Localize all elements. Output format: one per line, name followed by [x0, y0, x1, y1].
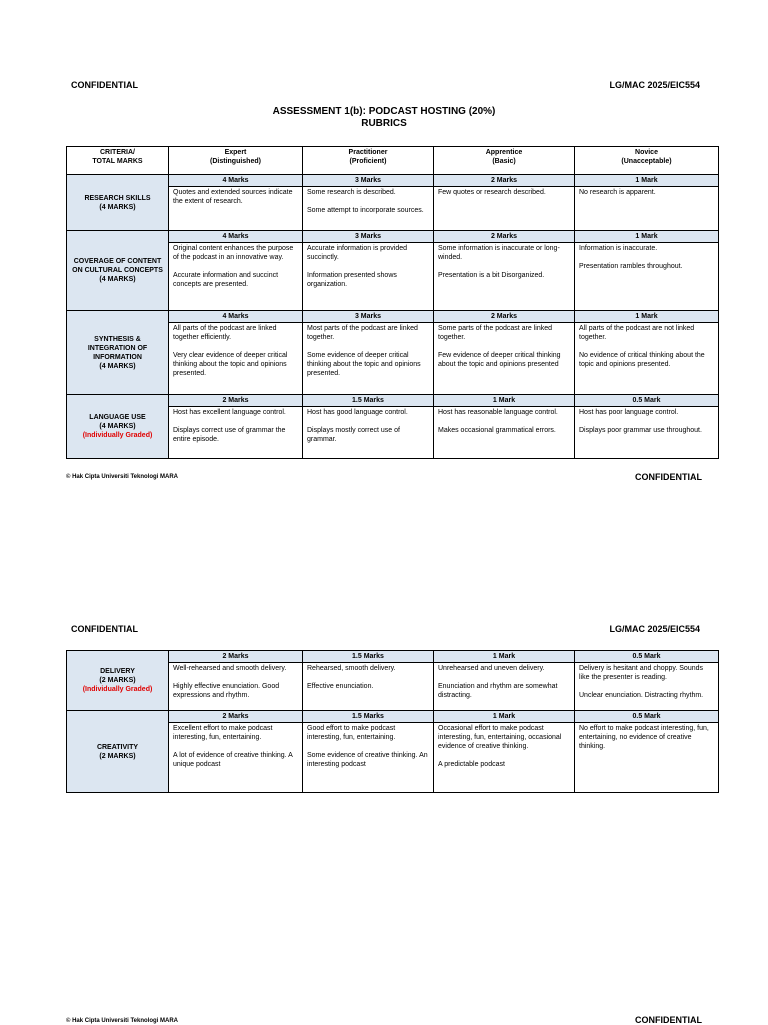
criterion-cell — [67, 311, 169, 395]
descriptor-text: No effort to make podcast interesting, fun, entertaining, no evidence of creative thinking. — [579, 725, 709, 750]
descriptor-cell — [303, 323, 434, 395]
descriptor-cell — [169, 243, 303, 311]
descriptor-cell — [303, 723, 434, 793]
page2-header-left: CONFIDENTIAL — [71, 624, 138, 634]
level-marks-cell: 3 Marks — [303, 311, 434, 323]
level-marks-cell: 1 Mark — [434, 711, 575, 723]
criterion-cell — [67, 231, 169, 311]
document-subtitle: RUBRICS — [361, 118, 407, 129]
descriptor-text: Displays correct use of grammar the entire episode. — [173, 427, 286, 443]
descriptor-text: Host has poor language control. — [579, 409, 679, 416]
level-marks-cell: 3 Marks — [303, 231, 434, 243]
marks-row — [67, 711, 719, 723]
level-marks-cell: 1 Mark — [575, 175, 719, 187]
criterion-cell — [67, 175, 169, 231]
level-marks-cell: 1.5 Marks — [303, 651, 434, 663]
level-marks-cell: 4 Marks — [169, 175, 303, 187]
descriptor-text: Delivery is hesitant and choppy. Sounds like the presenter is reading. — [579, 665, 703, 681]
descriptor-cell — [575, 323, 719, 395]
descriptor-text: Excellent effort to make podcast interesting, fun, entertaining. — [173, 725, 273, 741]
criterion-name: COVERAGE OF CONTENT ON CULTURAL CONCEPTS — [72, 258, 163, 274]
column-header-row — [67, 147, 719, 175]
descriptor-text: Some parts of the podcast are linked together. — [438, 325, 553, 341]
descriptor-text: Original content enhances the purpose of the podcast in an innovative way. — [173, 245, 294, 261]
criterion-total-marks: (2 MARKS) — [99, 677, 136, 684]
level-name: Practitioner — [348, 149, 388, 156]
level-sub: (Distinguished) — [210, 158, 261, 165]
page2-footer-right: CONFIDENTIAL — [635, 1015, 702, 1025]
descriptor-cell — [169, 323, 303, 395]
descriptor-text: All parts of the podcast are not linked together. — [579, 325, 695, 341]
criterion-cell — [67, 651, 169, 711]
level-marks-cell: 1 Mark — [575, 311, 719, 323]
criterion-cell — [67, 711, 169, 793]
descriptor-text: Displays mostly correct use of grammar. — [307, 427, 400, 443]
descriptor-text: Quotes and extended sources indicate the extent of research. — [173, 189, 293, 205]
level-marks-cell: 1.5 Marks — [303, 395, 434, 407]
descriptor-text: Good effort to make podcast interesting, fun, entertaining. — [307, 725, 396, 741]
criteria-header-line1: CRITERIA/ — [100, 149, 135, 156]
level-marks-cell: 2 Marks — [169, 711, 303, 723]
descriptor-cell — [434, 407, 575, 459]
level-name: Expert — [224, 149, 247, 156]
rubric-table-page2 — [66, 650, 719, 793]
descriptor-cell — [434, 723, 575, 793]
descriptor-text: Most parts of the podcast are linked together. — [307, 325, 418, 341]
criterion-total-marks: (4 MARKS) — [99, 423, 136, 430]
individually-graded-note: (Individually Graded) — [82, 686, 153, 693]
descriptor-text: Unrehearsed and uneven delivery. — [438, 665, 545, 672]
descriptor-text: Few quotes or research described. — [438, 189, 546, 196]
descriptor-cell — [434, 323, 575, 395]
marks-row — [67, 231, 719, 243]
descriptor-text: Presentation rambles throughout. — [579, 263, 683, 270]
descriptor-text: A lot of evidence of creative thinking. A unique podcast — [173, 752, 293, 768]
level-marks-cell: 0.5 Mark — [575, 711, 719, 723]
descriptor-text: Presentation is a bit Disorganized. — [438, 272, 545, 279]
descriptor-text: No research is apparent. — [579, 189, 656, 196]
level-header-apprentice — [434, 147, 575, 175]
descriptor-text: Some information is inaccurate or long-winded. — [438, 245, 560, 261]
descriptor-text: No evidence of critical thinking about the topic and opinions presented. — [579, 352, 705, 368]
descriptor-cell — [434, 187, 575, 231]
descriptor-cell — [434, 243, 575, 311]
criterion-total-marks: (4 MARKS) — [99, 203, 136, 211]
descriptor-text: Information presented shows organization. — [307, 272, 397, 288]
descriptor-text: Enunciation and rhythm are somewhat distracting. — [438, 683, 558, 699]
page1-header-left: CONFIDENTIAL — [71, 80, 138, 90]
criterion-cell — [67, 395, 169, 459]
page1-footer-right: CONFIDENTIAL — [635, 472, 702, 482]
descriptor-text: Some evidence of deeper critical thinking about the topic and opinions presented. — [307, 352, 421, 377]
descriptor-text: Makes occasional grammatical errors. — [438, 427, 556, 434]
descriptor-text: Accurate information and succinct concepts are presented. — [173, 272, 279, 288]
descriptor-text: Some research is described. — [307, 189, 396, 196]
level-sub: (Unacceptable) — [621, 158, 672, 165]
descriptor-text: Well-rehearsed and smooth delivery. — [173, 665, 287, 672]
descriptor-text: Host has excellent language control. — [173, 409, 286, 416]
level-marks-cell: 4 Marks — [169, 231, 303, 243]
criterion-name: RESEARCH SKILLS — [84, 194, 151, 202]
level-marks-cell: 2 Marks — [434, 231, 575, 243]
descriptor-cell — [303, 407, 434, 459]
descriptor-cell — [575, 243, 719, 311]
level-header-novice — [575, 147, 719, 175]
criterion-name: SYNTHESIS & INTEGRATION OF INFORMATION — [87, 335, 148, 361]
descriptor-cell — [434, 663, 575, 711]
marks-row — [67, 175, 719, 187]
page1-footer-copyright: © Hak Cipta Universiti Teknologi MARA — [66, 474, 178, 480]
level-sub: (Basic) — [492, 158, 516, 165]
level-marks-cell: 0.5 Mark — [575, 395, 719, 407]
level-marks-cell: 2 Marks — [169, 395, 303, 407]
individually-graded-note: (Individually Graded) — [82, 432, 153, 439]
level-marks-cell: 4 Marks — [169, 311, 303, 323]
descriptor-text: Host has reasonable language control. — [438, 409, 558, 416]
level-name: Apprentice — [485, 149, 523, 156]
descriptor-cell — [169, 407, 303, 459]
level-header-expert — [169, 147, 303, 175]
descriptor-text: All parts of the podcast are linked together efficiently. — [173, 325, 277, 341]
page1-header-right: LG/MAC 2025/EIC554 — [609, 80, 700, 90]
level-marks-cell: 2 Marks — [169, 651, 303, 663]
descriptor-text: Few evidence of deeper critical thinking about the topic and opinions presented — [438, 352, 561, 368]
level-marks-cell: 1 Mark — [434, 651, 575, 663]
descriptor-text: Displays poor grammar use throughout. — [579, 427, 702, 434]
descriptor-text: Occasional effort to make podcast interesting, fun, entertaining, occasional evidence of creative thinking. — [438, 725, 562, 750]
descriptor-cell — [575, 407, 719, 459]
criteria-column-header — [67, 147, 169, 175]
descriptor-cell — [303, 663, 434, 711]
level-name: Novice — [635, 149, 658, 156]
descriptor-cell — [575, 187, 719, 231]
level-marks-cell: 1 Mark — [575, 231, 719, 243]
descriptor-text: Accurate information is provided succinctly. — [307, 245, 407, 261]
descriptor-text: A predictable podcast — [438, 761, 505, 768]
descriptor-cell — [169, 663, 303, 711]
descriptor-cell — [575, 723, 719, 793]
descriptor-cell — [303, 243, 434, 311]
level-marks-cell: 2 Marks — [434, 175, 575, 187]
level-header-practitioner — [303, 147, 434, 175]
marks-row — [67, 311, 719, 323]
criterion-name: CREATIVITY — [96, 743, 139, 751]
document-title: ASSESSMENT 1(b): PODCAST HOSTING (20%) — [272, 106, 496, 117]
descriptor-text: Effective enunciation. — [307, 683, 374, 690]
descriptor-cell — [169, 723, 303, 793]
descriptor-text: Highly effective enunciation. Good expressions and rhythm. — [173, 683, 280, 699]
criteria-header-line2: TOTAL MARKS — [92, 158, 143, 165]
descriptor-text: Very clear evidence of deeper critical thinking about the topic and opinions presented. — [173, 352, 288, 377]
level-marks-cell: 1.5 Marks — [303, 711, 434, 723]
criterion-name: LANGUAGE USE — [89, 414, 146, 421]
level-marks-cell: 1 Mark — [434, 395, 575, 407]
descriptor-cell — [575, 663, 719, 711]
descriptor-text: Unclear enunciation. Distracting rhythm. — [579, 692, 704, 699]
level-marks-cell: 3 Marks — [303, 175, 434, 187]
descriptor-cell — [169, 187, 303, 231]
level-sub: (Proficient) — [349, 158, 387, 165]
descriptor-cell — [303, 187, 434, 231]
level-marks-cell: 2 Marks — [434, 311, 575, 323]
marks-row — [67, 651, 719, 663]
marks-row — [67, 395, 719, 407]
page2-footer-copyright: © Hak Cipta Universiti Teknologi MARA — [66, 1018, 178, 1024]
descriptor-text: Some attempt to incorporate sources. — [307, 207, 424, 214]
page2-header-right: LG/MAC 2025/EIC554 — [609, 624, 700, 634]
criterion-total-marks: (4 MARKS) — [99, 362, 136, 370]
criterion-total-marks: (4 MARKS) — [99, 276, 136, 283]
rubric-table-page1 — [66, 146, 719, 459]
descriptor-text: Some evidence of creative thinking. An interesting podcast — [307, 752, 428, 768]
descriptor-text: Rehearsed, smooth delivery. — [307, 665, 396, 672]
descriptor-text: Host has good language control. — [307, 409, 408, 416]
criterion-total-marks: (2 MARKS) — [99, 752, 136, 760]
descriptor-text: Information is inaccurate. — [579, 245, 658, 252]
level-marks-cell: 0.5 Mark — [575, 651, 719, 663]
criterion-name: DELIVERY — [100, 668, 135, 675]
